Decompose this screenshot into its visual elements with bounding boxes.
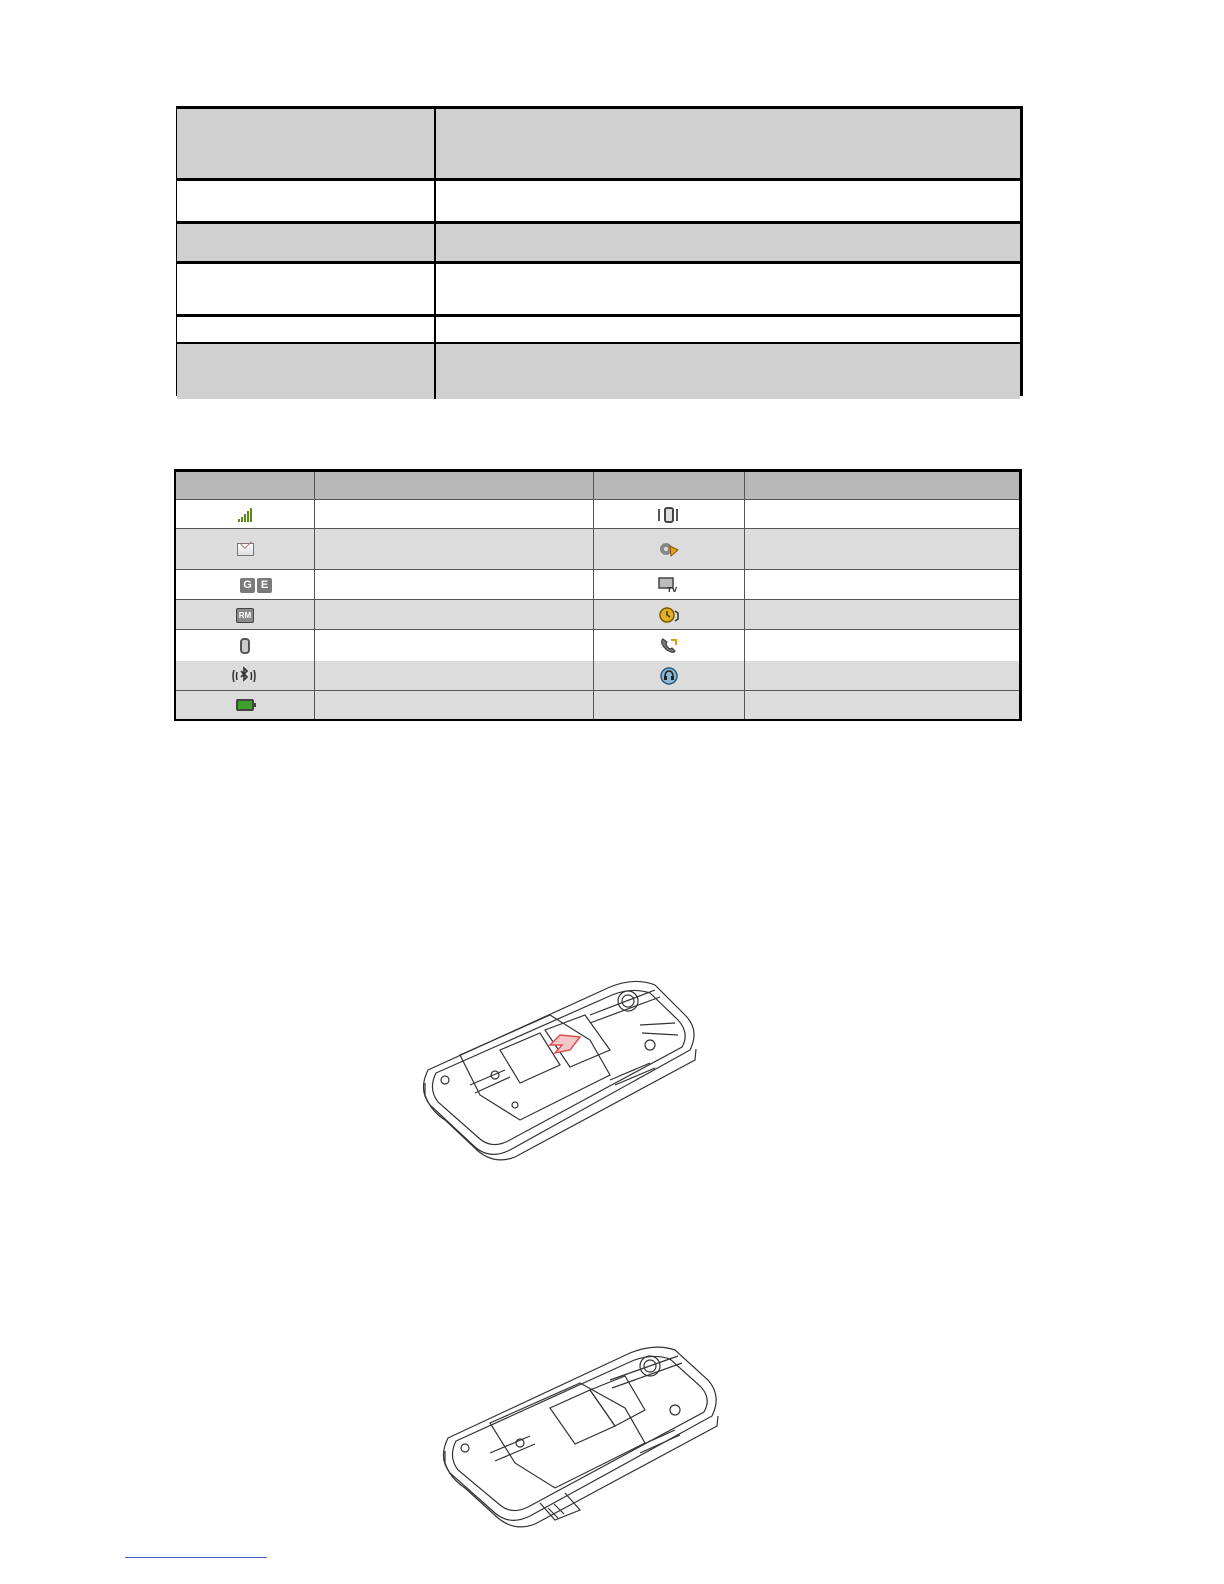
column-divider [744,472,745,719]
memory-card-insert-illustration [430,1338,730,1538]
icon-cell [176,691,314,719]
table-row [177,264,1020,317]
headset-icon [659,666,679,686]
vibrate-icon [657,505,681,525]
column-divider [314,472,315,719]
table-cell-label [177,109,436,178]
battery-icon [236,699,254,711]
icon-cell [594,500,744,529]
table-cell-value [436,317,1020,342]
table-header-row [176,472,1019,500]
svg-text:TV: TV [667,586,678,594]
media-player-icon [658,540,680,560]
table-row [177,181,1020,224]
icon-cell [176,600,314,630]
status-icon-table [174,469,1022,721]
table-row [177,344,1020,399]
table-cell-label [177,317,436,342]
alarm-icon [658,605,680,625]
table-cell-value [436,224,1020,261]
table-cell-label [177,224,436,261]
icon-cell [594,661,744,691]
icon-cell [176,500,314,529]
insert-arrow-icon [550,1035,580,1053]
sim-card-insert-illustration [410,975,710,1165]
call-divert-icon [659,636,679,656]
icon-cell [176,661,314,691]
table-cell-value [436,264,1020,314]
icon-cell [594,529,744,570]
table-cell-value [436,109,1020,178]
table-cell-label [177,264,436,314]
phone-status-icon [240,638,250,654]
new-message-icon [237,543,254,556]
table-row [177,109,1020,181]
icon-cell [176,529,314,570]
footnote-separator [125,1557,267,1558]
table-cell-label [177,344,436,399]
table-row [177,317,1020,344]
icon-cell [216,570,296,600]
icon-cell [594,570,744,600]
icon-cell [594,600,744,630]
icon-cell [176,630,314,661]
table-row [177,224,1020,264]
bluetooth-icon [232,665,258,687]
edge-icon: E [257,578,272,593]
table-cell-label [177,181,436,221]
info-table [176,106,1023,396]
gprs-icon: G [240,578,255,593]
roaming-icon: RM [236,608,254,623]
table-cell-value [436,181,1020,221]
table-cell-value [436,344,1020,399]
icon-cell [594,630,744,661]
tv-icon [658,576,680,594]
signal-strength-icon [237,508,253,522]
